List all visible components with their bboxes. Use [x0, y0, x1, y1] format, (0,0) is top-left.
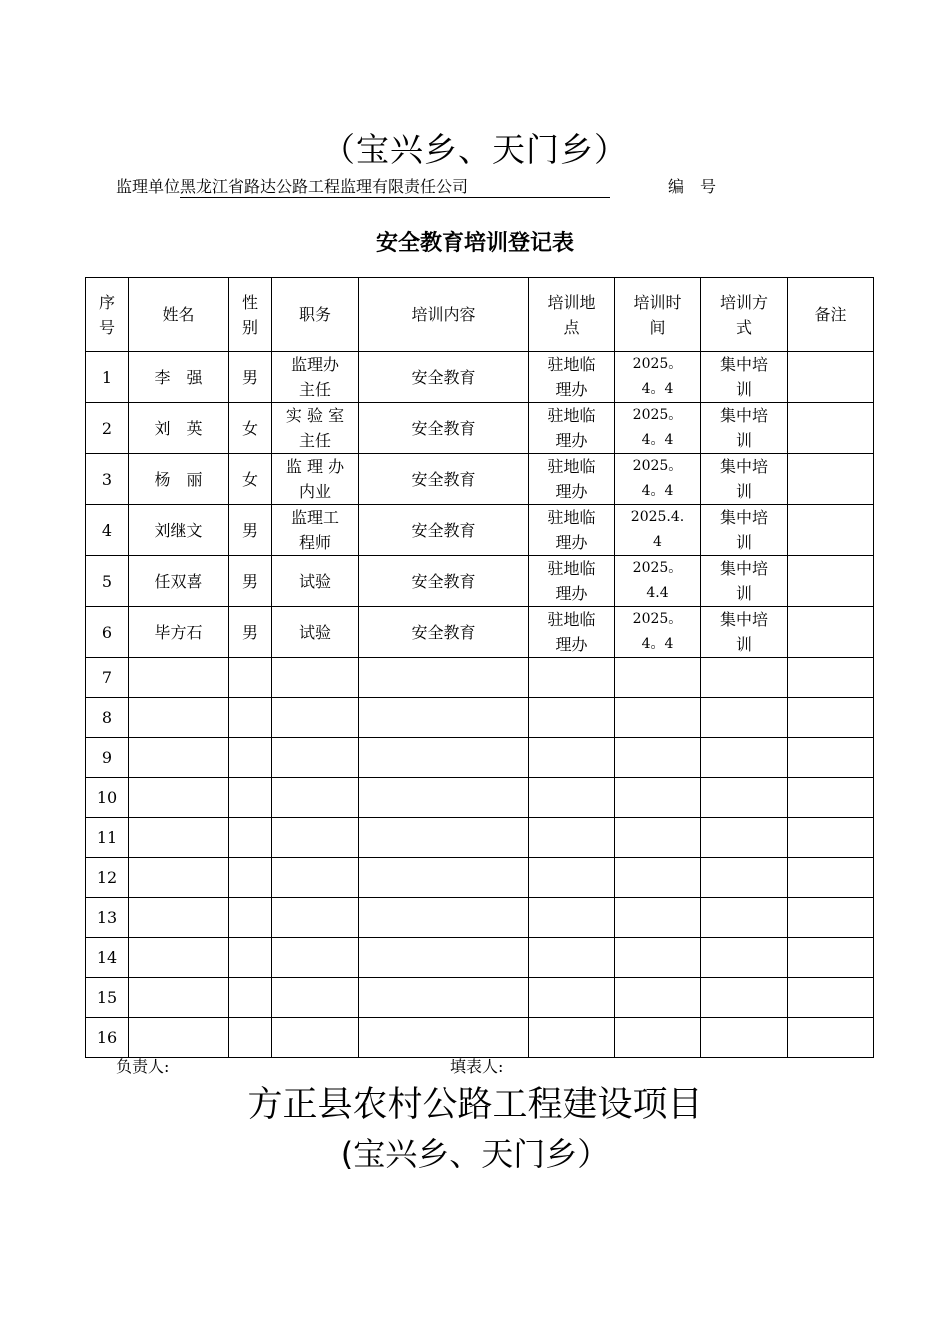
cell-gender: 男 [229, 607, 272, 658]
cell-empty [701, 738, 788, 778]
table-row-empty [86, 898, 874, 938]
table-row [86, 352, 874, 403]
cell-empty [788, 1018, 874, 1058]
cell-empty [615, 898, 701, 938]
cell-empty [701, 978, 788, 1018]
cell-empty [272, 898, 359, 938]
project-subtitle: (宝兴乡、天门乡） [340, 1135, 610, 1173]
cell-empty [788, 778, 874, 818]
cell-empty [359, 818, 529, 858]
header-position: 职务 [272, 278, 359, 352]
cell-seq: 10 [86, 778, 129, 818]
cell-empty [788, 698, 874, 738]
cell-time-text: 2025。4。4 [632, 458, 683, 499]
cell-name: 毕方石 [129, 607, 229, 658]
training-register-table [85, 277, 874, 1058]
cell-empty [272, 658, 359, 698]
cell-content: 安全教育 [359, 607, 529, 658]
cell-position [272, 454, 359, 505]
cell-content: 安全教育 [359, 505, 529, 556]
cell-seq: 5 [86, 556, 129, 607]
cell-empty [129, 1018, 229, 1058]
cell-empty [359, 658, 529, 698]
header-content: 培训内容 [359, 278, 529, 352]
cell-remarks [788, 352, 874, 403]
cell-empty [701, 858, 788, 898]
cell-empty [615, 698, 701, 738]
header-name: 姓名 [129, 278, 229, 352]
table-body [86, 352, 874, 1058]
cell-position [272, 403, 359, 454]
supervision-unit-value: 黑龙江省路达公路工程监理有限责任公司 [180, 177, 610, 198]
cell-seq: 11 [86, 818, 129, 858]
project-title: 方正县农村公路工程建设项目 [247, 1085, 703, 1125]
cell-seq: 3 [86, 454, 129, 505]
cell-method [701, 556, 788, 607]
cell-empty [701, 1018, 788, 1058]
table-row-empty [86, 778, 874, 818]
cell-location-text: 驻地临理办 [547, 508, 596, 552]
cell-empty [272, 978, 359, 1018]
cell-time-text: 2025。4。4 [632, 407, 683, 448]
cell-empty [788, 858, 874, 898]
number-label: 编 号 [668, 177, 717, 196]
cell-time-text: 2025。4。4 [632, 356, 683, 397]
cell-empty [229, 818, 272, 858]
cell-location [529, 403, 615, 454]
header-time: 培训时间 [615, 278, 701, 352]
cell-empty [359, 938, 529, 978]
cell-empty [129, 818, 229, 858]
cell-empty [272, 858, 359, 898]
cell-empty [529, 858, 615, 898]
cell-content: 安全教育 [359, 454, 529, 505]
cell-remarks [788, 607, 874, 658]
cell-seq: 1 [86, 352, 129, 403]
cell-empty [229, 778, 272, 818]
cell-content: 安全教育 [359, 352, 529, 403]
cell-empty [272, 818, 359, 858]
cell-location-text: 驻地临理办 [547, 457, 596, 501]
cell-empty [615, 1018, 701, 1058]
cell-name: 杨 丽 [129, 454, 229, 505]
cell-empty [129, 658, 229, 698]
cell-remarks [788, 556, 874, 607]
cell-empty [788, 818, 874, 858]
cell-seq: 8 [86, 698, 129, 738]
cell-empty [272, 938, 359, 978]
cell-name: 刘 英 [129, 403, 229, 454]
cell-seq: 7 [86, 658, 129, 698]
cell-empty [229, 658, 272, 698]
form-title: 安全教育培训登记表 [375, 231, 574, 256]
cell-method [701, 607, 788, 658]
table-row [86, 454, 874, 505]
cell-empty [701, 658, 788, 698]
cell-location [529, 352, 615, 403]
cell-empty [272, 698, 359, 738]
document-title: （宝兴乡、天门乡） [322, 130, 628, 169]
header-gender: 性别 [229, 278, 272, 352]
cell-seq: 6 [86, 607, 129, 658]
cell-gender: 女 [229, 403, 272, 454]
cell-empty [529, 938, 615, 978]
table-row-empty [86, 658, 874, 698]
table-row-empty [86, 738, 874, 778]
cell-empty [272, 778, 359, 818]
table-row-empty [86, 1018, 874, 1058]
table-row [86, 505, 874, 556]
cell-empty [788, 898, 874, 938]
cell-empty [701, 778, 788, 818]
table-row-empty [86, 938, 874, 978]
cell-empty [788, 938, 874, 978]
cell-empty [129, 898, 229, 938]
cell-time [615, 556, 701, 607]
cell-empty [229, 978, 272, 1018]
cell-time [615, 505, 701, 556]
cell-method [701, 403, 788, 454]
cell-method-text: 集中培训 [719, 610, 768, 654]
cell-seq: 9 [86, 738, 129, 778]
cell-seq: 16 [86, 1018, 129, 1058]
cell-position-text: 实 验 室 主任 [285, 406, 345, 450]
cell-empty [359, 698, 529, 738]
cell-empty [229, 938, 272, 978]
cell-empty [529, 1018, 615, 1058]
cell-empty [615, 858, 701, 898]
cell-location-text: 驻地临理办 [547, 355, 596, 399]
cell-empty [701, 818, 788, 858]
cell-location-text: 驻地临理办 [547, 610, 596, 654]
cell-seq: 14 [86, 938, 129, 978]
cell-empty [701, 898, 788, 938]
table-header-row [86, 278, 874, 352]
cell-time-text: 2025。4。4 [632, 611, 683, 652]
cell-seq: 2 [86, 403, 129, 454]
table-row [86, 607, 874, 658]
table-row-empty [86, 858, 874, 898]
header-location: 培训地点 [529, 278, 615, 352]
cell-empty [615, 938, 701, 978]
cell-empty [359, 978, 529, 1018]
table-row-empty [86, 698, 874, 738]
cell-empty [229, 898, 272, 938]
header-seq: 序号 [86, 278, 129, 352]
cell-empty [529, 658, 615, 698]
cell-empty [615, 978, 701, 1018]
cell-seq: 12 [86, 858, 129, 898]
cell-location [529, 556, 615, 607]
owner-signature-label: 负责人: [116, 1057, 170, 1076]
cell-empty [359, 778, 529, 818]
cell-empty [229, 1018, 272, 1058]
cell-content: 安全教育 [359, 556, 529, 607]
cell-time [615, 352, 701, 403]
table-row [86, 556, 874, 607]
cell-remarks [788, 403, 874, 454]
cell-empty [529, 698, 615, 738]
cell-empty [701, 938, 788, 978]
cell-empty [788, 658, 874, 698]
cell-location-text: 驻地临理办 [547, 406, 596, 450]
cell-empty [129, 938, 229, 978]
cell-empty [615, 658, 701, 698]
cell-method-text: 集中培训 [719, 508, 768, 552]
cell-name: 任双喜 [129, 556, 229, 607]
cell-gender: 男 [229, 556, 272, 607]
cell-location [529, 607, 615, 658]
cell-position [272, 607, 359, 658]
cell-time-text: 2025。4.4 [632, 560, 683, 601]
cell-empty [359, 738, 529, 778]
cell-position-text: 监理办主任 [290, 355, 339, 399]
cell-position [272, 505, 359, 556]
cell-method [701, 352, 788, 403]
cell-empty [615, 818, 701, 858]
cell-gender: 男 [229, 505, 272, 556]
cell-empty [359, 1018, 529, 1058]
cell-name: 刘继文 [129, 505, 229, 556]
cell-empty [529, 778, 615, 818]
header-remarks: 备注 [788, 278, 874, 352]
cell-location-text: 驻地临理办 [547, 559, 596, 603]
cell-empty [272, 1018, 359, 1058]
cell-time-text: 2025.4.4 [630, 509, 685, 550]
cell-empty [529, 818, 615, 858]
cell-empty [129, 858, 229, 898]
cell-empty [529, 898, 615, 938]
cell-seq: 4 [86, 505, 129, 556]
cell-content: 安全教育 [359, 403, 529, 454]
cell-empty [529, 738, 615, 778]
cell-time [615, 454, 701, 505]
cell-gender: 男 [229, 352, 272, 403]
supervision-unit-label: 监理单位 [116, 177, 181, 196]
cell-empty [229, 698, 272, 738]
cell-location [529, 505, 615, 556]
cell-empty [788, 738, 874, 778]
table-row [86, 403, 874, 454]
cell-empty [229, 858, 272, 898]
cell-empty [129, 698, 229, 738]
cell-method [701, 505, 788, 556]
cell-method [701, 454, 788, 505]
cell-empty [129, 978, 229, 1018]
cell-empty [615, 778, 701, 818]
header-method: 培训方式 [701, 278, 788, 352]
table-row-empty [86, 978, 874, 1018]
supervision-unit-line [116, 176, 610, 198]
cell-method-text: 集中培训 [719, 406, 768, 450]
cell-empty [129, 778, 229, 818]
table-row-empty [86, 818, 874, 858]
cell-method-text: 集中培训 [719, 457, 768, 501]
filler-signature-label: 填表人: [450, 1057, 504, 1076]
cell-position-text: 监 理 办 内业 [285, 457, 345, 501]
cell-method-text: 集中培训 [719, 355, 768, 399]
cell-seq: 13 [86, 898, 129, 938]
cell-position-text: 试验 [298, 622, 331, 642]
cell-name: 李 强 [129, 352, 229, 403]
cell-method-text: 集中培训 [719, 559, 768, 603]
cell-empty [788, 978, 874, 1018]
cell-empty [229, 738, 272, 778]
cell-time [615, 403, 701, 454]
cell-position-text: 监理工程师 [290, 508, 339, 552]
cell-time [615, 607, 701, 658]
cell-seq: 15 [86, 978, 129, 1018]
cell-position-text: 试验 [298, 571, 331, 591]
cell-empty [272, 738, 359, 778]
cell-gender: 女 [229, 454, 272, 505]
cell-remarks [788, 454, 874, 505]
cell-location [529, 454, 615, 505]
cell-remarks [788, 505, 874, 556]
cell-position [272, 352, 359, 403]
cell-empty [129, 738, 229, 778]
cell-empty [701, 698, 788, 738]
cell-empty [529, 978, 615, 1018]
cell-empty [359, 898, 529, 938]
cell-position [272, 556, 359, 607]
cell-empty [615, 738, 701, 778]
cell-empty [359, 858, 529, 898]
